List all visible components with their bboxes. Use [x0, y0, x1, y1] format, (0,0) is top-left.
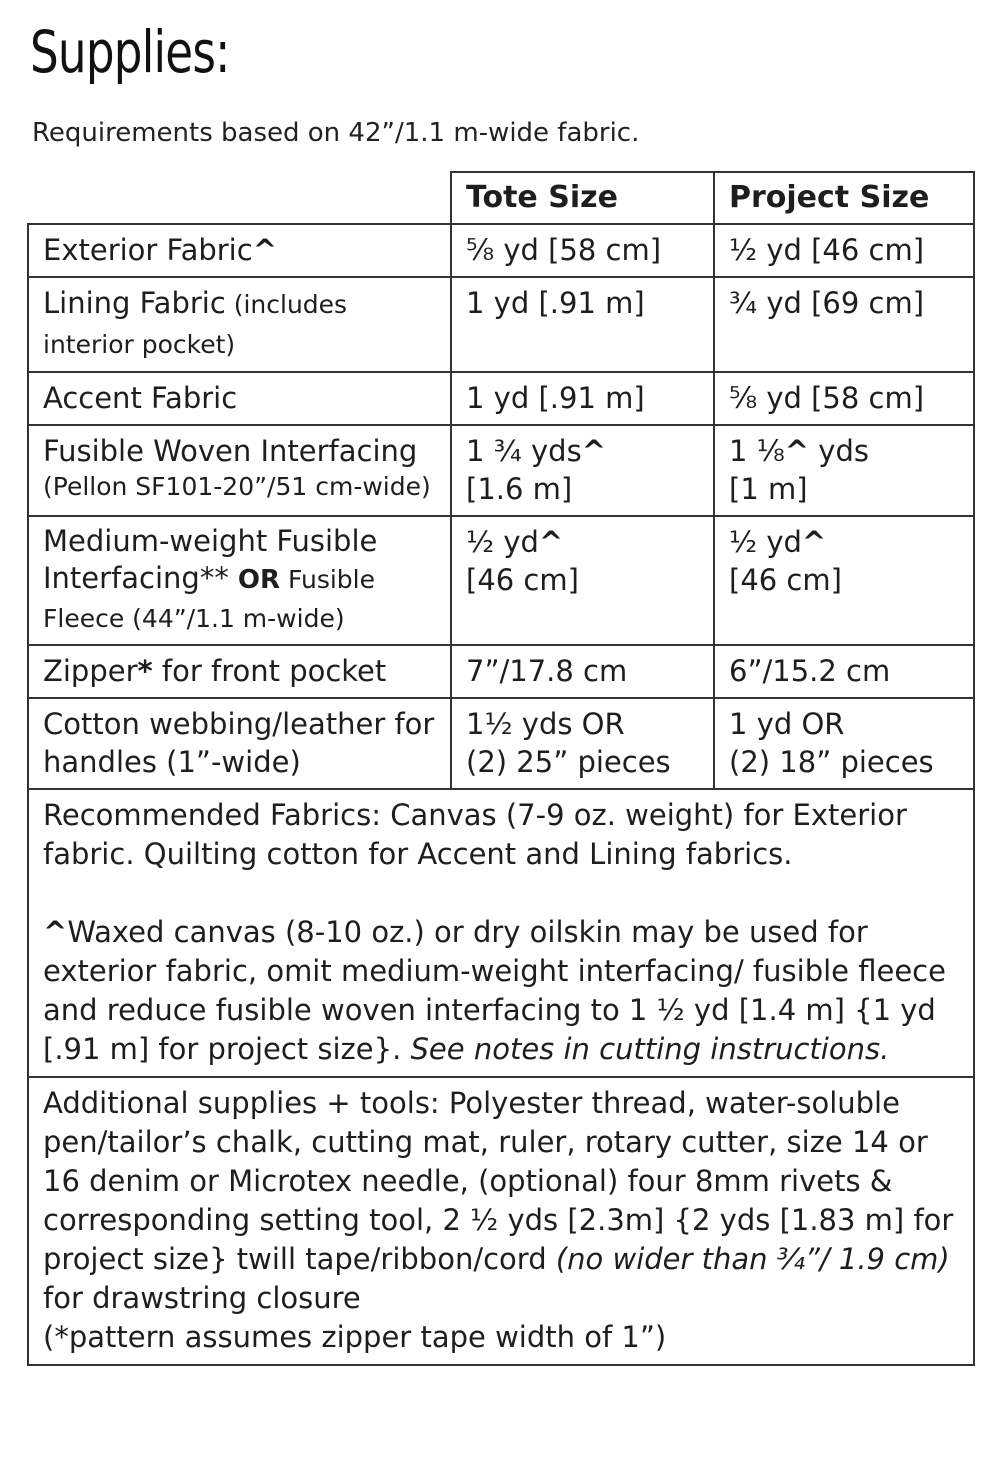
fabric-width-note: Requirements based on 42”/1.1 m-wide fabric.	[32, 118, 640, 148]
table-row-exterior-fabric	[28, 224, 974, 277]
item-label: Zipper	[43, 654, 138, 688]
project-cell: ¾ yd [69 cm]	[714, 277, 974, 372]
project-cell: ½ yd [46 cm]	[714, 224, 974, 277]
table-row-zipper	[28, 645, 974, 698]
tote-cell: 7”/17.8 cm	[451, 645, 714, 698]
project-cell	[714, 516, 974, 645]
item-label: Exterior Fabric	[43, 233, 253, 267]
item-label: Lining Fabric	[43, 286, 226, 320]
table-row-lining-fabric	[28, 277, 974, 372]
page-title: Supplies:	[30, 18, 230, 86]
waxed-canvas-text: Waxed canvas (8-10 oz.) or dry oilskin may be used for exterior fabric, omit medium-weight interfacing/ fusible fleece and reduce fusible woven interfacing to 1 ½ yd [1.4 m] {1 yd [.91 m] for project size}.	[43, 915, 946, 1066]
header-project-size: Project Size	[714, 172, 974, 224]
item-label: Medium-weight Fusible Interfacing	[43, 524, 378, 595]
additional-supplies-cell	[28, 1077, 974, 1365]
item-label: Fusible Woven Interfacing	[43, 434, 418, 468]
project-cell: ⅝ yd [58 cm]	[714, 372, 974, 425]
item-note: (includes interior pocket)	[43, 290, 348, 359]
tote-cell: 1 yd [.91 m]	[451, 277, 714, 372]
table-row-accent-fabric	[28, 372, 974, 425]
project-cell	[714, 425, 974, 516]
project-metric: [1 m]	[729, 472, 808, 506]
item-cell: Accent Fabric	[28, 372, 451, 425]
tote-cell	[451, 698, 714, 789]
item-cell: Cotton webbing/leather for handles (1”-wide)	[28, 698, 451, 789]
notes-row	[28, 789, 974, 1077]
star-mark: *	[137, 654, 153, 688]
project-cell	[714, 698, 974, 789]
project-cell: 6”/15.2 cm	[714, 645, 974, 698]
supplies-table	[27, 171, 975, 1366]
waxed-canvas-note	[43, 913, 959, 1069]
project-pieces: (2) 18” pieces	[729, 745, 934, 779]
item-cell	[28, 224, 451, 277]
double-star-mark: **	[199, 561, 229, 595]
table-row-medium-weight-interfacing	[28, 516, 974, 645]
caret-mark: ^	[784, 434, 810, 468]
tote-metric: [46 cm]	[466, 563, 579, 597]
item-note: (Pellon SF101-20”/51 cm-wide)	[43, 472, 431, 501]
item-cell	[28, 645, 451, 698]
caret-mark: ^	[581, 434, 606, 468]
caret-mark: ^	[43, 915, 68, 949]
additional-supplies-part1: Additional supplies + tools: Polyester thread, water-soluble pen/tailor’s chalk, cutting mat, ruler, rotary cutter, size 14 or 16 denim or Microtex needle, (optional) four 8mm rivets & corresponding setting tool, 2 ½ yds [2.3m] {2 yds [1.83 m] for project size} twill tape/ribbon/cord	[43, 1086, 954, 1276]
tote-cell: ⅝ yd [58 cm]	[451, 224, 714, 277]
tote-metric: [1.6 m]	[466, 472, 573, 506]
project-metric: [46 cm]	[729, 563, 842, 597]
see-notes-text: See notes in cutting instructions.	[410, 1032, 890, 1066]
caret-mark: ^	[801, 525, 827, 559]
additional-supplies-text	[43, 1084, 959, 1318]
notes-cell	[28, 789, 974, 1077]
table-row-cotton-webbing	[28, 698, 974, 789]
header-row	[28, 172, 974, 224]
table-row-fusible-woven-interfacing	[28, 425, 974, 516]
additional-supplies-part2: for drawstring closure	[43, 1281, 361, 1315]
caret-mark: ^	[538, 525, 564, 559]
tote-cell	[451, 516, 714, 645]
project-amount: 1 yd OR	[729, 707, 845, 741]
tote-cell: 1 yd [.91 m]	[451, 372, 714, 425]
project-amount: ½ yd	[729, 525, 802, 559]
or-label: OR	[228, 565, 281, 595]
tote-cell	[451, 425, 714, 516]
zipper-tape-note: (*pattern assumes zipper tape width of 1”)	[43, 1320, 667, 1354]
caret-mark: ^	[252, 233, 277, 267]
width-limit-note: (no wider than ¾”/ 1.9 cm)	[555, 1242, 950, 1276]
tote-amount: ½ yd	[466, 525, 539, 559]
project-unit: yds	[809, 434, 869, 468]
header-tote-size: Tote Size	[451, 172, 714, 224]
item-note: Fusible Fleece (44”/1.1 m-wide)	[43, 565, 376, 633]
additional-supplies-row	[28, 1077, 974, 1365]
tote-pieces: (2) 25” pieces	[466, 745, 671, 779]
recommended-fabrics-note: Recommended Fabrics: Canvas (7-9 oz. weight) for Exterior fabric. Quilting cotton for Accent and Lining fabrics.	[43, 798, 907, 871]
item-cell	[28, 516, 451, 645]
item-cell	[28, 277, 451, 372]
header-blank-cell	[28, 172, 451, 224]
project-amount: 1 ⅛	[729, 434, 785, 468]
item-label-rest: for front pocket	[152, 654, 387, 688]
item-cell	[28, 425, 451, 516]
tote-amount: 1 ¾ yds	[466, 434, 582, 468]
tote-amount: 1½ yds OR	[466, 707, 625, 741]
